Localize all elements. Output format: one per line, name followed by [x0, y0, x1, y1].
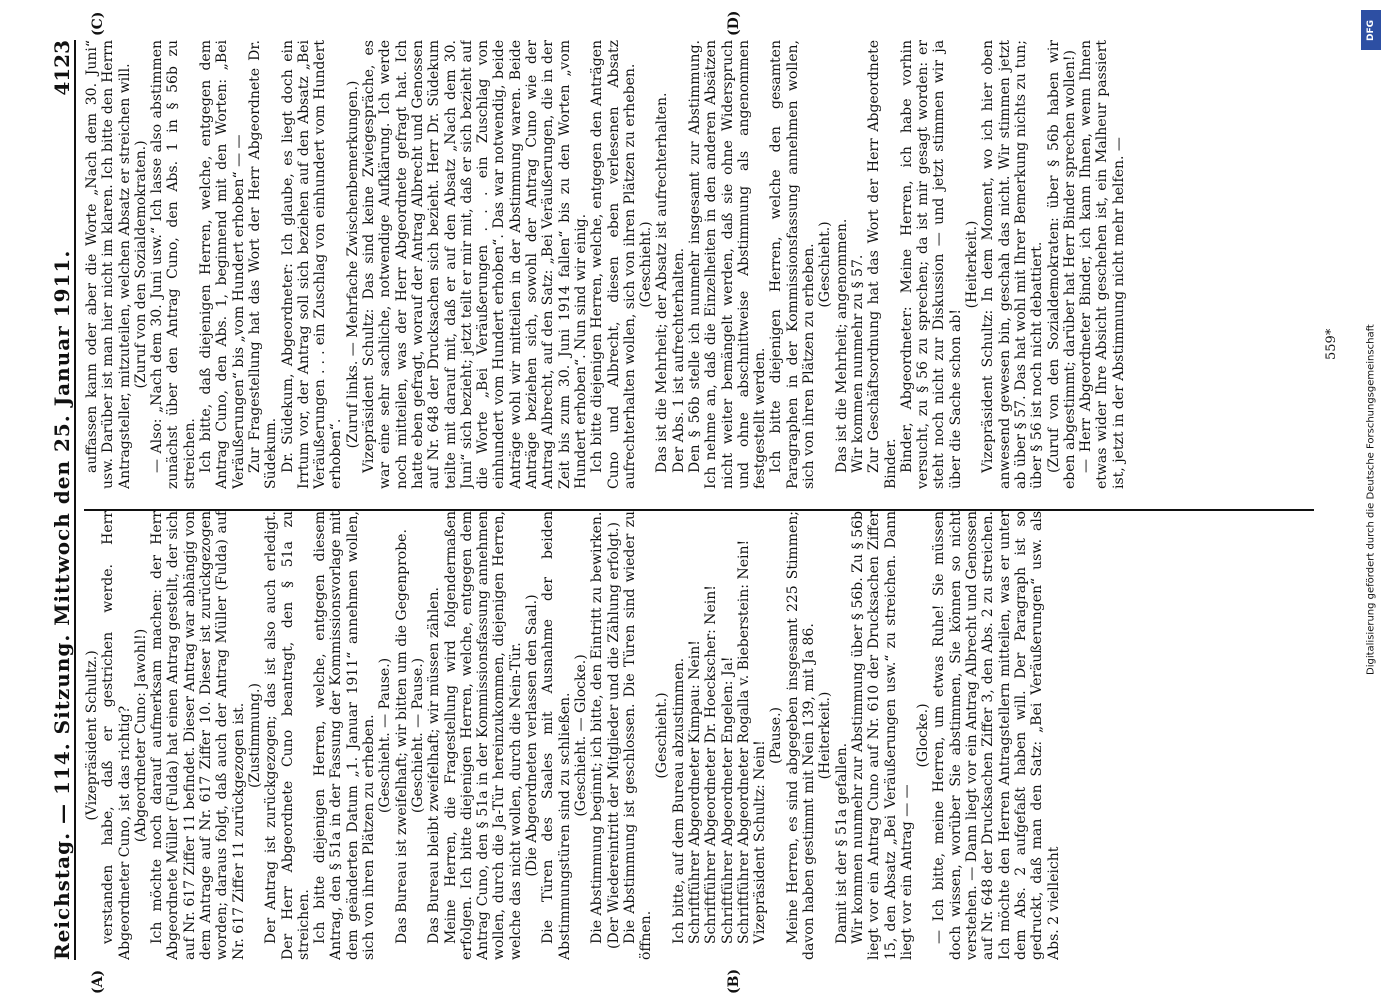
footer-number: 559* [1324, 328, 1339, 360]
paragraph: Ich bitte, auf dem Bureau abzustimmen. [670, 657, 687, 944]
paragraph: (Geschieht. — Glocke.) [572, 654, 589, 817]
paragraph: Dr. Südekum, Abgeordneter: Ich glaube, es liegt doch ein Irrtum vor, der Antrag soll sich beziehen auf den Absatz „Bei Veräußerungen . . . ein Zuschlag von einhundert vom Hundert erhoben“. [279, 40, 345, 489]
rotated-page-content [26, 10, 1356, 994]
paragraph: Meine Herren, es sind abgegeben insgesamt 225 Stimmen; davon haben gestimmt mit Nein 139, mit Ja 86. [784, 511, 818, 960]
page-header [26, 40, 76, 960]
paragraph: Ich bitte diejenigen Herren, welche, entgegen diesem Antrag, den § 51a in der Fassung der Kommissionsvorlage mit dem geänderten Datum „1. Januar 1911“ annehmen wollen, sich von ihren Plätzen zu erheben. [312, 511, 378, 960]
paragraph: — Ich bitte, meine Herren, um etwas Ruhe! Sie müssen doch wissen, worüber Sie abstimmen, Sie können so nicht verstehen. — Dann liegt vor ein Antrag Albrecht und Genossen auf Nr. 648 der Drucksachen Ziffer 3, den Abs. 2 zu streichen. Ich möchte den Herren Antragstellern mitteilen, was er unter dem Abs. 2 aufgefaßt haben will. Der Paragraph ist so gedruckt, daß man den Satz: „Bei Veräußerungen“ usw. als Abs. 2 vielleicht [931, 511, 1062, 960]
paragraph: Der Antrag ist zurückgezogen; das ist also auch erledigt. Der Herr Abgeordnete Cuno beantragt, den § 51a zu streichen. [263, 511, 312, 960]
paragraph: Damit ist der § 51a gefallen. [833, 742, 850, 944]
paragraph: Ich bitte, daß diejenigen Herren, welche, entgegen dem Antrag Cuno, den Abs. 1, beginnend mit den Worten: „Bei Veräußerungen“ bis „vom Hundert erhoben“ — — [198, 40, 247, 489]
digitization-note: Digitalisierung gefördert durch die Deutsche Forschungsgemeinschaft [1365, 324, 1377, 676]
paragraph: Das ist die Mehrheit; der Absatz ist aufrechterhalten. [654, 92, 671, 473]
paragraph: (Geschieht.) [638, 221, 655, 308]
paragraph: Der Abs. 1 ist aufrechterhalten. [670, 247, 687, 473]
paragraph: Das ist die Mehrheit; angenommen. [833, 218, 850, 473]
paragraph: (Die Abgeordneten verlassen den Saal.) [524, 594, 541, 877]
paragraph: (Zuruf von den Sozialdemokraten: über § 56b haben wir eben abgestimmt; darüber hat Herr Binder sprechen wollen!) [1045, 40, 1078, 489]
paragraph: Zur Geschäftsordnung hat das Wort der Herr Abgeordnete Binder. [866, 40, 899, 489]
paragraph: (Der Wiedereintritt der Mitglieder und die Zählung erfolgt.) [605, 522, 622, 949]
margin-mark-d: (D) [726, 10, 742, 36]
paragraph: Ich möchte noch darauf aufmerksam machen: der Herr Abgeordnete Müller (Fulda) hat einen Antrag gestellt, der sich auf Nr. 617 Ziffer 11 befindet. Dieser Antrag war abhängig von dem Antrage auf Nr. 617 Ziffer 10. Dieser ist zurückgezogen worden; daraus folgt, daß auch der Antrag Müller (Fulda) auf Nr. 617 Ziffer 11 zurückgezogen ist. [149, 511, 247, 960]
paragraph: verstanden habe, daß er gestrichen werde. Herr Abgeordneter Cuno, ist das richtig? [100, 511, 133, 960]
paragraph: — Also: „Nach dem 30. Juni usw.“ Ich lasse also abstimmen zunächst über den Antrag Cuno, den Abs. 1 in § 56b zu streichen. [149, 40, 198, 489]
paragraph: (Geschieht. — Pause.) [409, 657, 426, 814]
paragraph: Ich bitte diejenigen Herren, welche, entgegen den Anträgen Cuno und Albrecht, diesen eben verlesenen Absatz aufrechterhalten wollen, sich von ihren Plätzen zu erheben. [589, 40, 638, 489]
paragraph: (Pause.) [768, 707, 785, 764]
paragraph: (Heiterkeit.) [817, 691, 834, 780]
paragraph: Schriftführer Abgeordneter Dr. Hoeckscher: Nein! [703, 585, 720, 944]
paragraph: Schriftführer Abgeordneter Rogalla v. Bieberstein: Nein! [735, 539, 752, 944]
paragraph: (Zuruf links. — Mehrfache Zwischenbemerkungen.) [344, 80, 361, 449]
left-column [84, 511, 1314, 960]
paragraph: Binder, Abgeordneter: Meine Herren, ich habe vorhin versucht, zu § 56 zu sprechen; da ist mir gesagt worden: er steht noch nicht zur Diskussion — und jetzt stimmen wir ja über die Sache schon ab! [898, 40, 964, 489]
running-header: Reichstag. — 114. Sitzung. Mittwoch den 25. Januar 1911. [50, 249, 74, 960]
paragraph: (Geschieht.) [817, 221, 834, 308]
column-divider [84, 509, 1314, 511]
margin-mark-b: (B) [726, 968, 742, 994]
dfg-logo: DFG [1361, 10, 1381, 50]
paragraph: Wir kommen nunmehr zu § 57. [849, 254, 866, 473]
paragraph: (Vizepräsident Schultz.) [84, 650, 100, 821]
paragraph: Die Abstimmung ist geschlossen. Die Türen sind wieder zu öffnen. [621, 511, 655, 960]
paragraph: Das Bureau ist zweifelhaft; wir bitten um die Gegenprobe. [393, 529, 410, 944]
paragraph: Meine Herren, die Fragestellung wird folgendermaßen erfolgen. Ich bitte diejenigen Herren, welche, entgegen dem Antrag Cuno, den § 51a in der Kommissionsfassung annehmen wollen, durch die Ja-Tür hereinzukommen, diejenigen Herren, welche das nicht wollen, durch die Nein-Tür. [442, 511, 524, 960]
paragraph: Ich bitte diejenigen Herren, welche den gesamten Paragraphen in der Kommissionsfassung annehmen wollen, sich von ihren Plätzen zu erheben. [768, 40, 818, 489]
paragraph: Schriftführer Abgeordneter Engelen: Ja! [719, 656, 736, 944]
text-columns [84, 40, 1314, 960]
paragraph: Vizepräsident Schultz: In dem Moment, wo ich hier oben anwesend gewesen bin, geschah das nicht. Wir stimmen jetzt ab über § 57. Das hat wohl mit Ihrer Bemerkung nichts zu tun; über § 56 ist noch nicht debattiert. [980, 40, 1046, 489]
paragraph: (Zuruf von den Sozialdemokraten.) [132, 140, 149, 389]
paragraph: Vizepräsident Schultz: Nein! [752, 740, 769, 944]
paragraph: (Heiterkeit.) [964, 220, 981, 309]
paragraph: Schriftführer Abgeordneter Kimpau: Nein! [686, 640, 703, 944]
paragraph: Die Abstimmung beginnt; ich bitte, den Eintritt zu bewirken. [589, 511, 606, 944]
margin-mark-a: (A) [90, 969, 106, 994]
right-column [84, 40, 1314, 489]
paragraph: — Herr Abgeordneter Binder, ich kann Ihnen, wenn Ihnen etwas wider Ihre Absicht geschehen ist, ein Malheur passiert ist, jetzt in der Abstimmung nicht mehr helfen. — [1078, 40, 1127, 489]
paragraph: auffassen kann oder aber die Worte „Nach dem 30. Juni“ usw. Darüber ist man hier nicht im klaren. Ich bitte den Herrn Antragsteller, mitzuteilen, welchen Absatz er streichen will. [84, 40, 133, 489]
paragraph: Vizepräsident Schultz: Das sind keine Zwiegespräche, es war eine sehr sachliche, notwendige Aufklärung. Ich werde noch mitteilen, was der Herr Abgeordnete gefragt hat. Ich hatte eben gefragt, worauf der Antrag Albrecht und Genossen auf Nr. 648 der Drucksachen sich bezieht. Herr Dr. Südekum teilte mit darauf mit, daß er auf den Absatz „Nach dem 30. Juni“ sich bezieht; jetzt teilt er mir mit, daß er sich bezieht auf die Worte „Bei Veräußerungen . . . ein Zuschlag von einhundert vom Hundert erhoben“. Das war notwendig, beide Anträge wohl wir mitteilen in der Abstimmung waren. Beide Anträge beziehen sich, sowohl der Antrag Cuno wie der Antrag Albrecht, auf den Satz: „Bei Veräußerungen, die in der Zeit bis zum 30. Juni 1914 fallen“ bis zu den Worten „vom Hundert erhoben“. Nun sind wir einig. [361, 40, 589, 489]
paragraph: (Zustimmung.) [246, 683, 263, 788]
paragraph: Den § 56b stelle ich nunmehr insgesamt zur Abstimmung. Ich nehme an, daß die Einzelheiten in den anderen Absätzen nicht weiter bemängelt werden, daß sie ohne Widerspruch und ohne abschnittweise Abstimmung als angenommen festgestellt werden. [686, 40, 769, 489]
margin-mark-c: (C) [90, 11, 106, 36]
paragraph: (Abgeordneter Cuno: Jawohl!) [132, 628, 149, 843]
paragraph: (Glocke.) [915, 703, 932, 768]
paragraph: (Geschieht. — Pause.) [377, 657, 394, 814]
paragraph: Das Bureau bleibt zweifelhaft; wir müssen zählen. [426, 587, 443, 944]
page-number: 4123 [50, 40, 74, 96]
paragraph: Zur Fragestellung hat das Wort der Herr Abgeordnete Dr. Südekum. [246, 40, 280, 489]
paragraph: Wir kommen nunmehr zur Abstimmung über § 56b. Zu § 56b liegt vor ein Antrag Cuno auf Nr. 610 der Drucksachen Ziffer 15, den Absatz „Bei Veräußerungen usw.“ zu streichen. Dann liegt vor ein Antrag — — [849, 511, 915, 960]
paragraph: (Geschieht.) [654, 692, 671, 779]
paragraph: Die Türen des Saales mit Ausnahme der beiden Abstimmungstüren sind zu schließen. [540, 511, 573, 960]
